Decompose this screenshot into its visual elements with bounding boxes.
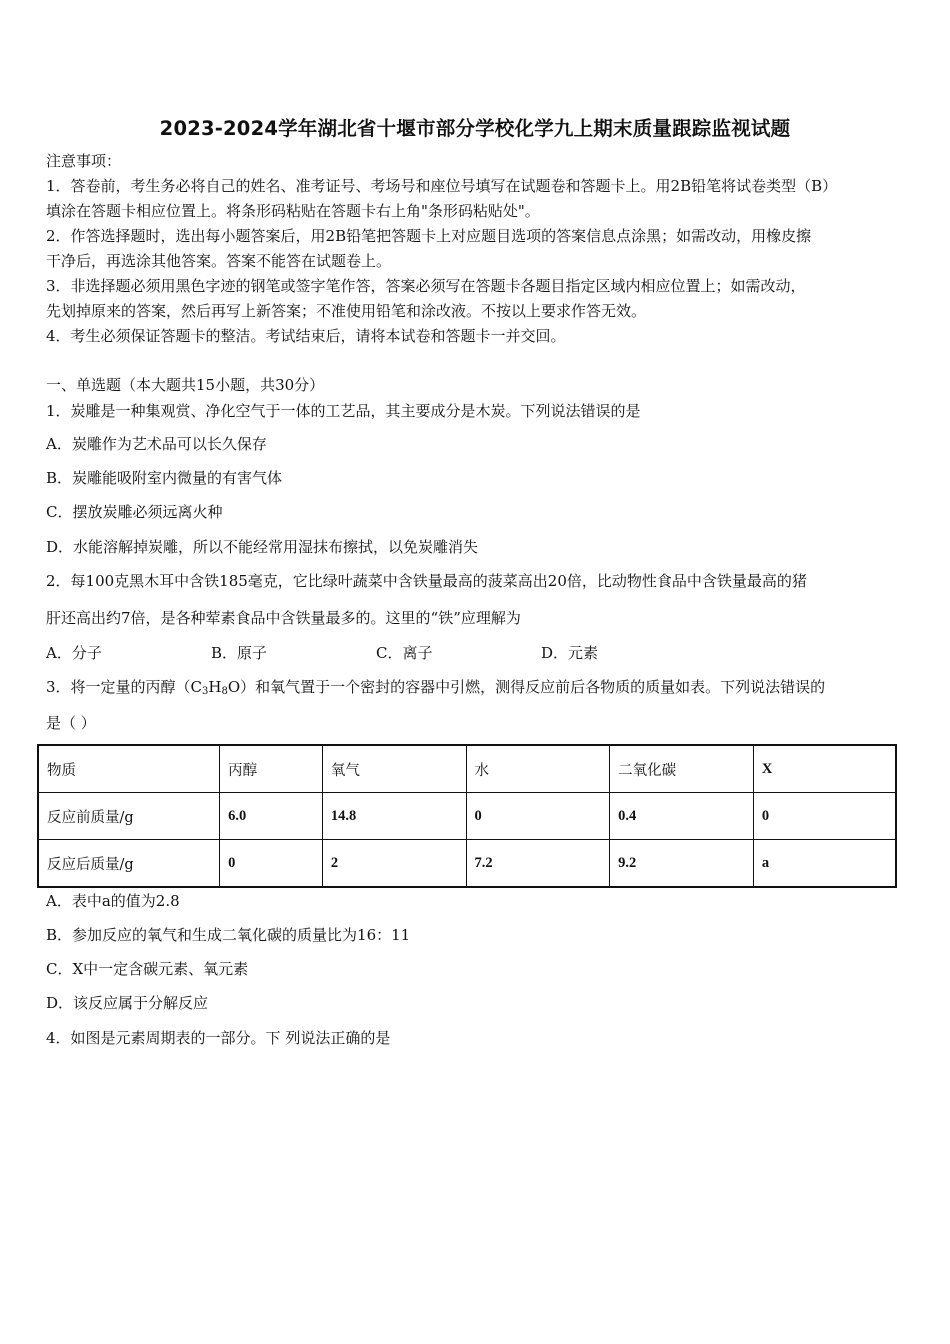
table-cell: 6.0 <box>220 793 323 840</box>
q3-formula-h: H <box>208 678 222 696</box>
notice-line: 1．答卷前，考生务必将自己的姓名、准考证号、考场号和座位号填写在试题卷和答题卡上。用2B铅笔将试卷类型（B） <box>46 177 838 195</box>
table-row <box>38 793 896 840</box>
q3-stem-prefix: 3．将一定量的丙醇（C <box>46 678 203 696</box>
q3-stem-line1 <box>46 677 825 702</box>
table-cell: 2 <box>322 840 466 888</box>
q2-option-d: D．元素 <box>541 644 599 662</box>
q2-options <box>46 642 706 663</box>
q1-option-a: A．炭雕作为艺术品可以长久保存 <box>46 435 267 453</box>
q1-option-c: C．摆放炭雕必须远离火种 <box>46 503 223 521</box>
table-header-cell: 物质 <box>38 745 220 793</box>
notice-line: 2．作答选择题时，选出每小题答案后，用2B铅笔把答题卡上对应题目选项的答案信息点涂黑；如需改动，用橡皮擦 <box>46 227 812 245</box>
table-cell: a <box>753 840 896 888</box>
table-header-cell: 水 <box>466 745 610 793</box>
q2-option-b: B．原子 <box>211 644 268 662</box>
q3-option-b: B．参加反应的氧气和生成二氧化碳的质量比为16：11 <box>46 926 411 944</box>
exam-title: 2023-2024学年湖北省十堰市部分学校化学九上期末质量跟踪监视试题 <box>159 117 791 140</box>
table-cell: 0 <box>753 793 896 840</box>
table-cell: 0 <box>220 840 323 888</box>
table-cell: 0.4 <box>610 793 754 840</box>
q3-option-a: A．表中a的值为2.8 <box>46 892 180 910</box>
q2-option-c: C．离子 <box>376 644 433 662</box>
notice-line: 4．考生必须保证答题卡的整洁。考试结束后，请将本试卷和答题卡一并交回。 <box>46 327 566 345</box>
q3-stem-line2: 是（ ） <box>46 714 96 732</box>
q2-stem-line1: 2．每100克黑木耳中含铁185毫克，它比绿叶蔬菜中含铁量最高的菠菜高出20倍，比动物性食品中含铁量最高的猪 <box>46 572 807 590</box>
mass-table <box>37 744 897 888</box>
q1-option-d: D．水能溶解掉炭雕，所以不能经常用湿抹布擦拭，以免炭雕消失 <box>46 538 479 556</box>
q3-subscript: 8 <box>221 686 228 697</box>
table-header-row <box>38 745 896 793</box>
table-header-cell: 氧气 <box>322 745 466 793</box>
section-heading: 一、单选题（本大题共15小题，共30分） <box>46 376 325 394</box>
q2-option-a: A．分子 <box>46 644 102 662</box>
q3-stem-suffix: O）和氧气置于一个密封的容器中引燃，测得反应前后各物质的质量如表。下列说法错误的 <box>227 678 826 696</box>
notice-line: 干净后，再选涂其他答案。答案不能答在试题卷上。 <box>46 252 392 270</box>
notice-line: 先划掉原来的答案，然后再写上新答案；不准使用铅笔和涂改液。不按以上要求作答无效。 <box>46 302 647 320</box>
table-cell: 9.2 <box>610 840 754 888</box>
notice-line: 3．非选择题必须用黑色字迹的钢笔或签字笔作答，答案必须写在答题卡各题目指定区域内相应位置上；如需改动， <box>46 277 806 295</box>
table-cell: 反应前质量/g <box>38 793 220 840</box>
table-row <box>38 840 896 888</box>
q4-stem: 4．如图是元素周期表的一部分。下 列说法正确的是 <box>46 1029 391 1047</box>
table-header-cell: 二氧化碳 <box>610 745 754 793</box>
notice-line: 填涂在答题卡相应位置上。将条形码粘贴在答题卡右上角"条形码粘贴处"。 <box>46 202 540 220</box>
table-header-cell: 丙醇 <box>220 745 323 793</box>
table-cell: 7.2 <box>466 840 610 888</box>
q3-subscript: 3 <box>202 686 209 697</box>
table-header-cell: X <box>753 745 896 793</box>
notice-heading: 注意事项： <box>46 152 122 170</box>
q1-option-b: B．炭雕能吸附室内微量的有害气体 <box>46 469 283 487</box>
table-cell: 14.8 <box>322 793 466 840</box>
q1-stem: 1．炭雕是一种集观赏、净化空气于一体的工艺品，其主要成分是木炭。下列说法错误的是 <box>46 402 641 420</box>
table-cell: 0 <box>466 793 610 840</box>
q3-option-d: D．该反应属于分解反应 <box>46 994 209 1012</box>
table-cell: 反应后质量/g <box>38 840 220 888</box>
q2-stem-line2: 肝还高出约7倍，是各种荤素食品中含铁量最多的。这里的“铁”应理解为 <box>46 609 521 627</box>
q3-option-c: C．X中一定含碳元素、氧元素 <box>46 960 249 978</box>
